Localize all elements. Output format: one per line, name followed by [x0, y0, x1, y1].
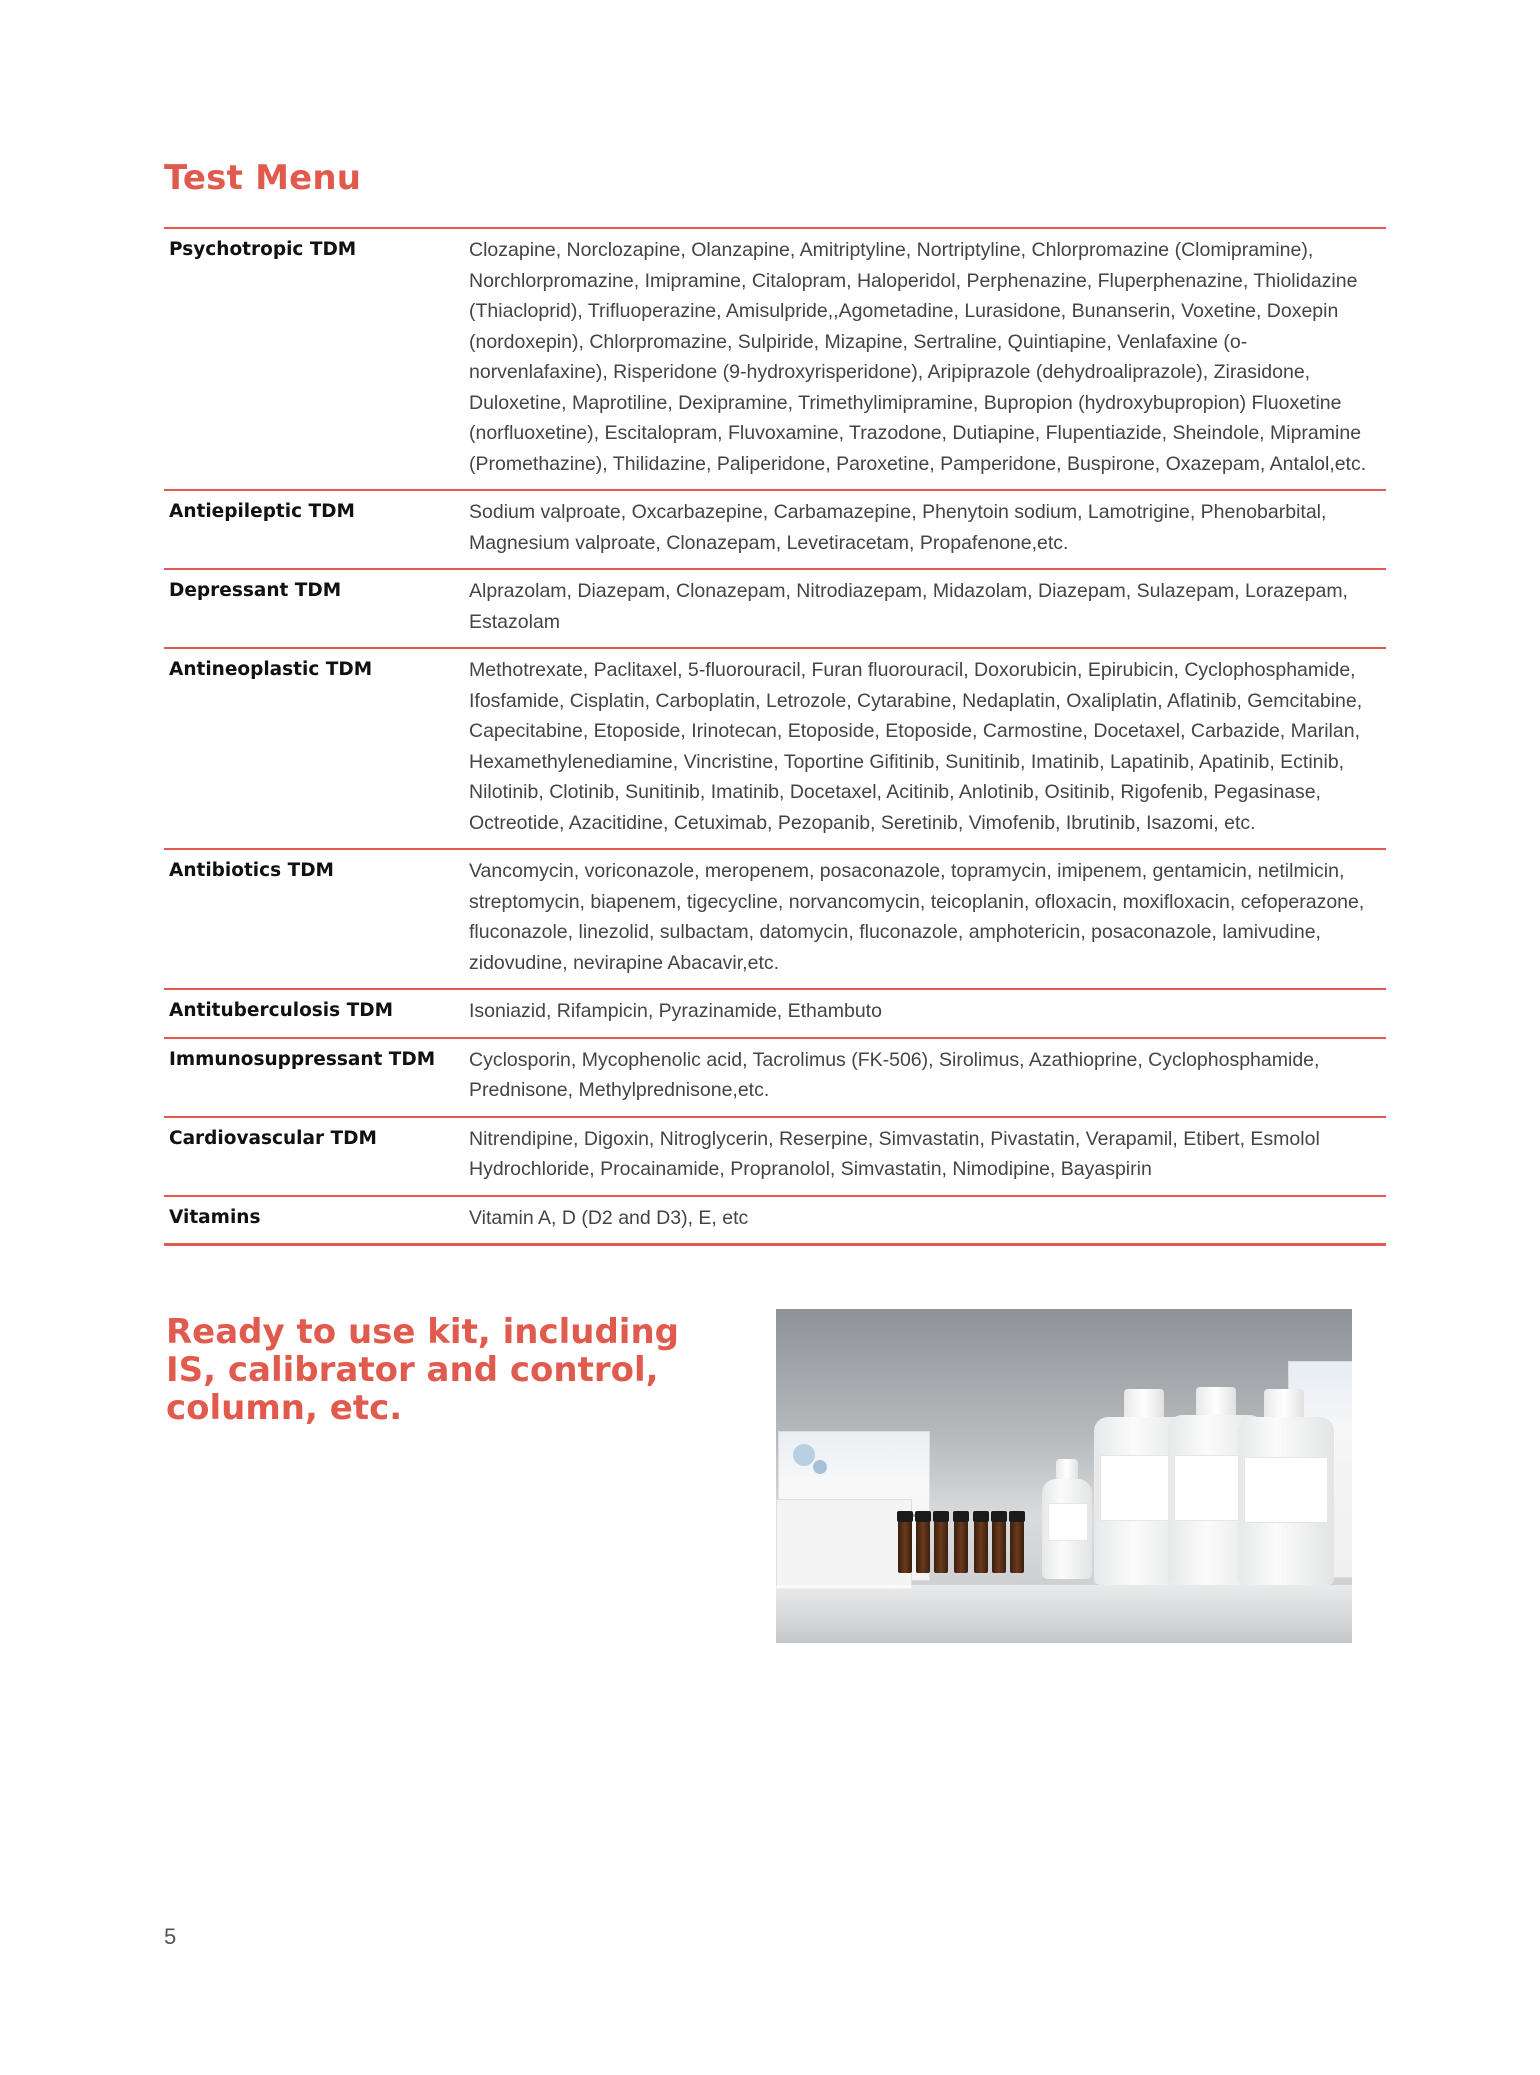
items-cell: Cyclosporin, Mycophenolic acid, Tacrolimus (FK-506), Sirolimus, Azathioprine, Cyclophosphamide, Prednisone, Methylprednisone,etc. [469, 1038, 1386, 1117]
table-row [164, 1196, 1386, 1245]
page-number: 5 [164, 1924, 177, 1949]
items-cell: Vitamin A, D (D2 and D3), E, etc [469, 1196, 1386, 1245]
category-cell: Immunosuppressant TDM [164, 1038, 469, 1117]
kit-heading: Ready to use kit, including IS, calibrator and control, column, etc. [166, 1312, 679, 1428]
category-cell: Depressant TDM [164, 569, 469, 648]
vial [974, 1521, 988, 1573]
items-cell: Clozapine, Norclozapine, Olanzapine, Amitriptyline, Nortriptyline, Chlorpromazine (Clomipramine), Norchlorpromazine, Imipramine, Citalopram, Haloperidol, Perphenazine, Fluperphenazine, Thiolidazine (Thiacloprid), Trifluoperazine, Amisulpride,,Agometadine, Lurasidone, Bunanserin, Voxetine, Doxepin (nordoxepin), Chlorpromazine, Sulpiride, Mizapine, Sertraline, Quintiapine, Venlafaxine (o-norvenlafaxine), Risperidone (9-hydroxyrisperidone), Aripiprazole (dehydroaliprazole), Zirasidone, Duloxetine, Maprotiline, Dexipramine, Trimethylimipramine, Bupropion (hydroxybupropion) Fluoxetine (norfluoxetine), Escitalopram, Fluvoxamine, Trazodone, Dutiapine, Flupentiazide, Sheindole, Mipramine (Promethazine), Thilidazine, Paliperidone, Paroxetine, Pamperidone, Buspirone, Oxazepam, Antalol,etc. [469, 239, 1367, 475]
items-cell: Vancomycin, voriconazole, meropenem, posaconazole, topramycin, imipenem, gentamicin, netilmicin, streptomycin, biapenem, tigecycline, norvancomycin, teicoplanin, ofloxacin, moxifloxacin, cefoperazone, fluconazole, linezolid, sulbactam, datomycin, fluconazole, amphotericin, posaconazole, lamivudine, zidovudine, nevirapine Abacavir,etc. [469, 849, 1386, 989]
vial [916, 1521, 930, 1573]
table-row [164, 490, 1386, 569]
vial [1010, 1521, 1024, 1573]
vial [954, 1521, 968, 1573]
items-cell: Isoniazid, Rifampicin, Pyrazinamide, Ethambuto [469, 989, 1386, 1038]
small-bottle-cap [1056, 1459, 1078, 1481]
category-cell: Antineoplastic TDM [164, 648, 469, 849]
small-bottle [1042, 1479, 1092, 1579]
category-cell: Psychotropic TDM [169, 239, 357, 260]
large-bottle [1238, 1417, 1334, 1585]
table-row [164, 1117, 1386, 1196]
items-cell: Methotrexate, Paclitaxel, 5-fluorouracil, Furan fluorouracil, Doxorubicin, Epirubicin, Cyclophosphamide, Ifosfamide, Cisplatin, Carboplatin, Letrozole, Cytarabine, Nedaplatin, Oxaliplatin, Aflatinib, Gemcitabine, Capecitabine, Etoposide, Irinotecan, Etoposide, Etoposide, Carmostine, Docetaxel, Carbazide, Marilan, Hexamethylenediamine, Vincristine, Toportine Gifitinib, Sunitinib, Imatinib, Lapatinib, Apatinib, Ectinib, Nilotinib, Clotinib, Sunitinib, Imatinib, Docetaxel, Acitinib, Anlotinib, Ositinib, Rigofenib, Pegasinase, Octreotide, Azacitidine, Cetuximab, Pezopanib, Seretinib, Vimofenib, Ibrutinib, Isazomi, etc. [469, 648, 1386, 849]
table-row [164, 648, 1386, 849]
table-row [164, 989, 1386, 1038]
category-cell: Vitamins [164, 1196, 469, 1245]
items-cell: Sodium valproate, Oxcarbazepine, Carbamazepine, Phenytoin sodium, Lamotrigine, Phenobarbital, Magnesium valproate, Clonazepam, Levetiracetam, Propafenone,etc. [469, 490, 1386, 569]
table-row [164, 849, 1386, 989]
test-menu-table [164, 227, 1386, 1246]
kit-box-front [776, 1499, 912, 1589]
vial [898, 1521, 912, 1573]
table-row [164, 1038, 1386, 1117]
category-cell: Cardiovascular TDM [164, 1117, 469, 1196]
table-row [164, 569, 1386, 648]
kit-product-photo [776, 1309, 1352, 1643]
items-cell: Nitrendipine, Digoxin, Nitroglycerin, Reserpine, Simvastatin, Pivastatin, Verapamil, Etibert, Esmolol Hydrochloride, Procainamide, Propranolol, Simvastatin, Nimodipine, Bayaspirin [469, 1117, 1386, 1196]
page-title: Test Menu [164, 158, 362, 198]
table-row [164, 228, 1386, 490]
vial [934, 1521, 948, 1573]
category-cell: Antituberculosis TDM [164, 989, 469, 1038]
items-cell: Alprazolam, Diazepam, Clonazepam, Nitrodiazepam, Midazolam, Diazepam, Sulazepam, Lorazepam, Estazolam [469, 569, 1386, 648]
category-cell: Antibiotics TDM [164, 849, 469, 989]
vial [992, 1521, 1006, 1573]
table-reflection [776, 1585, 1352, 1643]
category-cell: Antiepileptic TDM [164, 490, 469, 569]
